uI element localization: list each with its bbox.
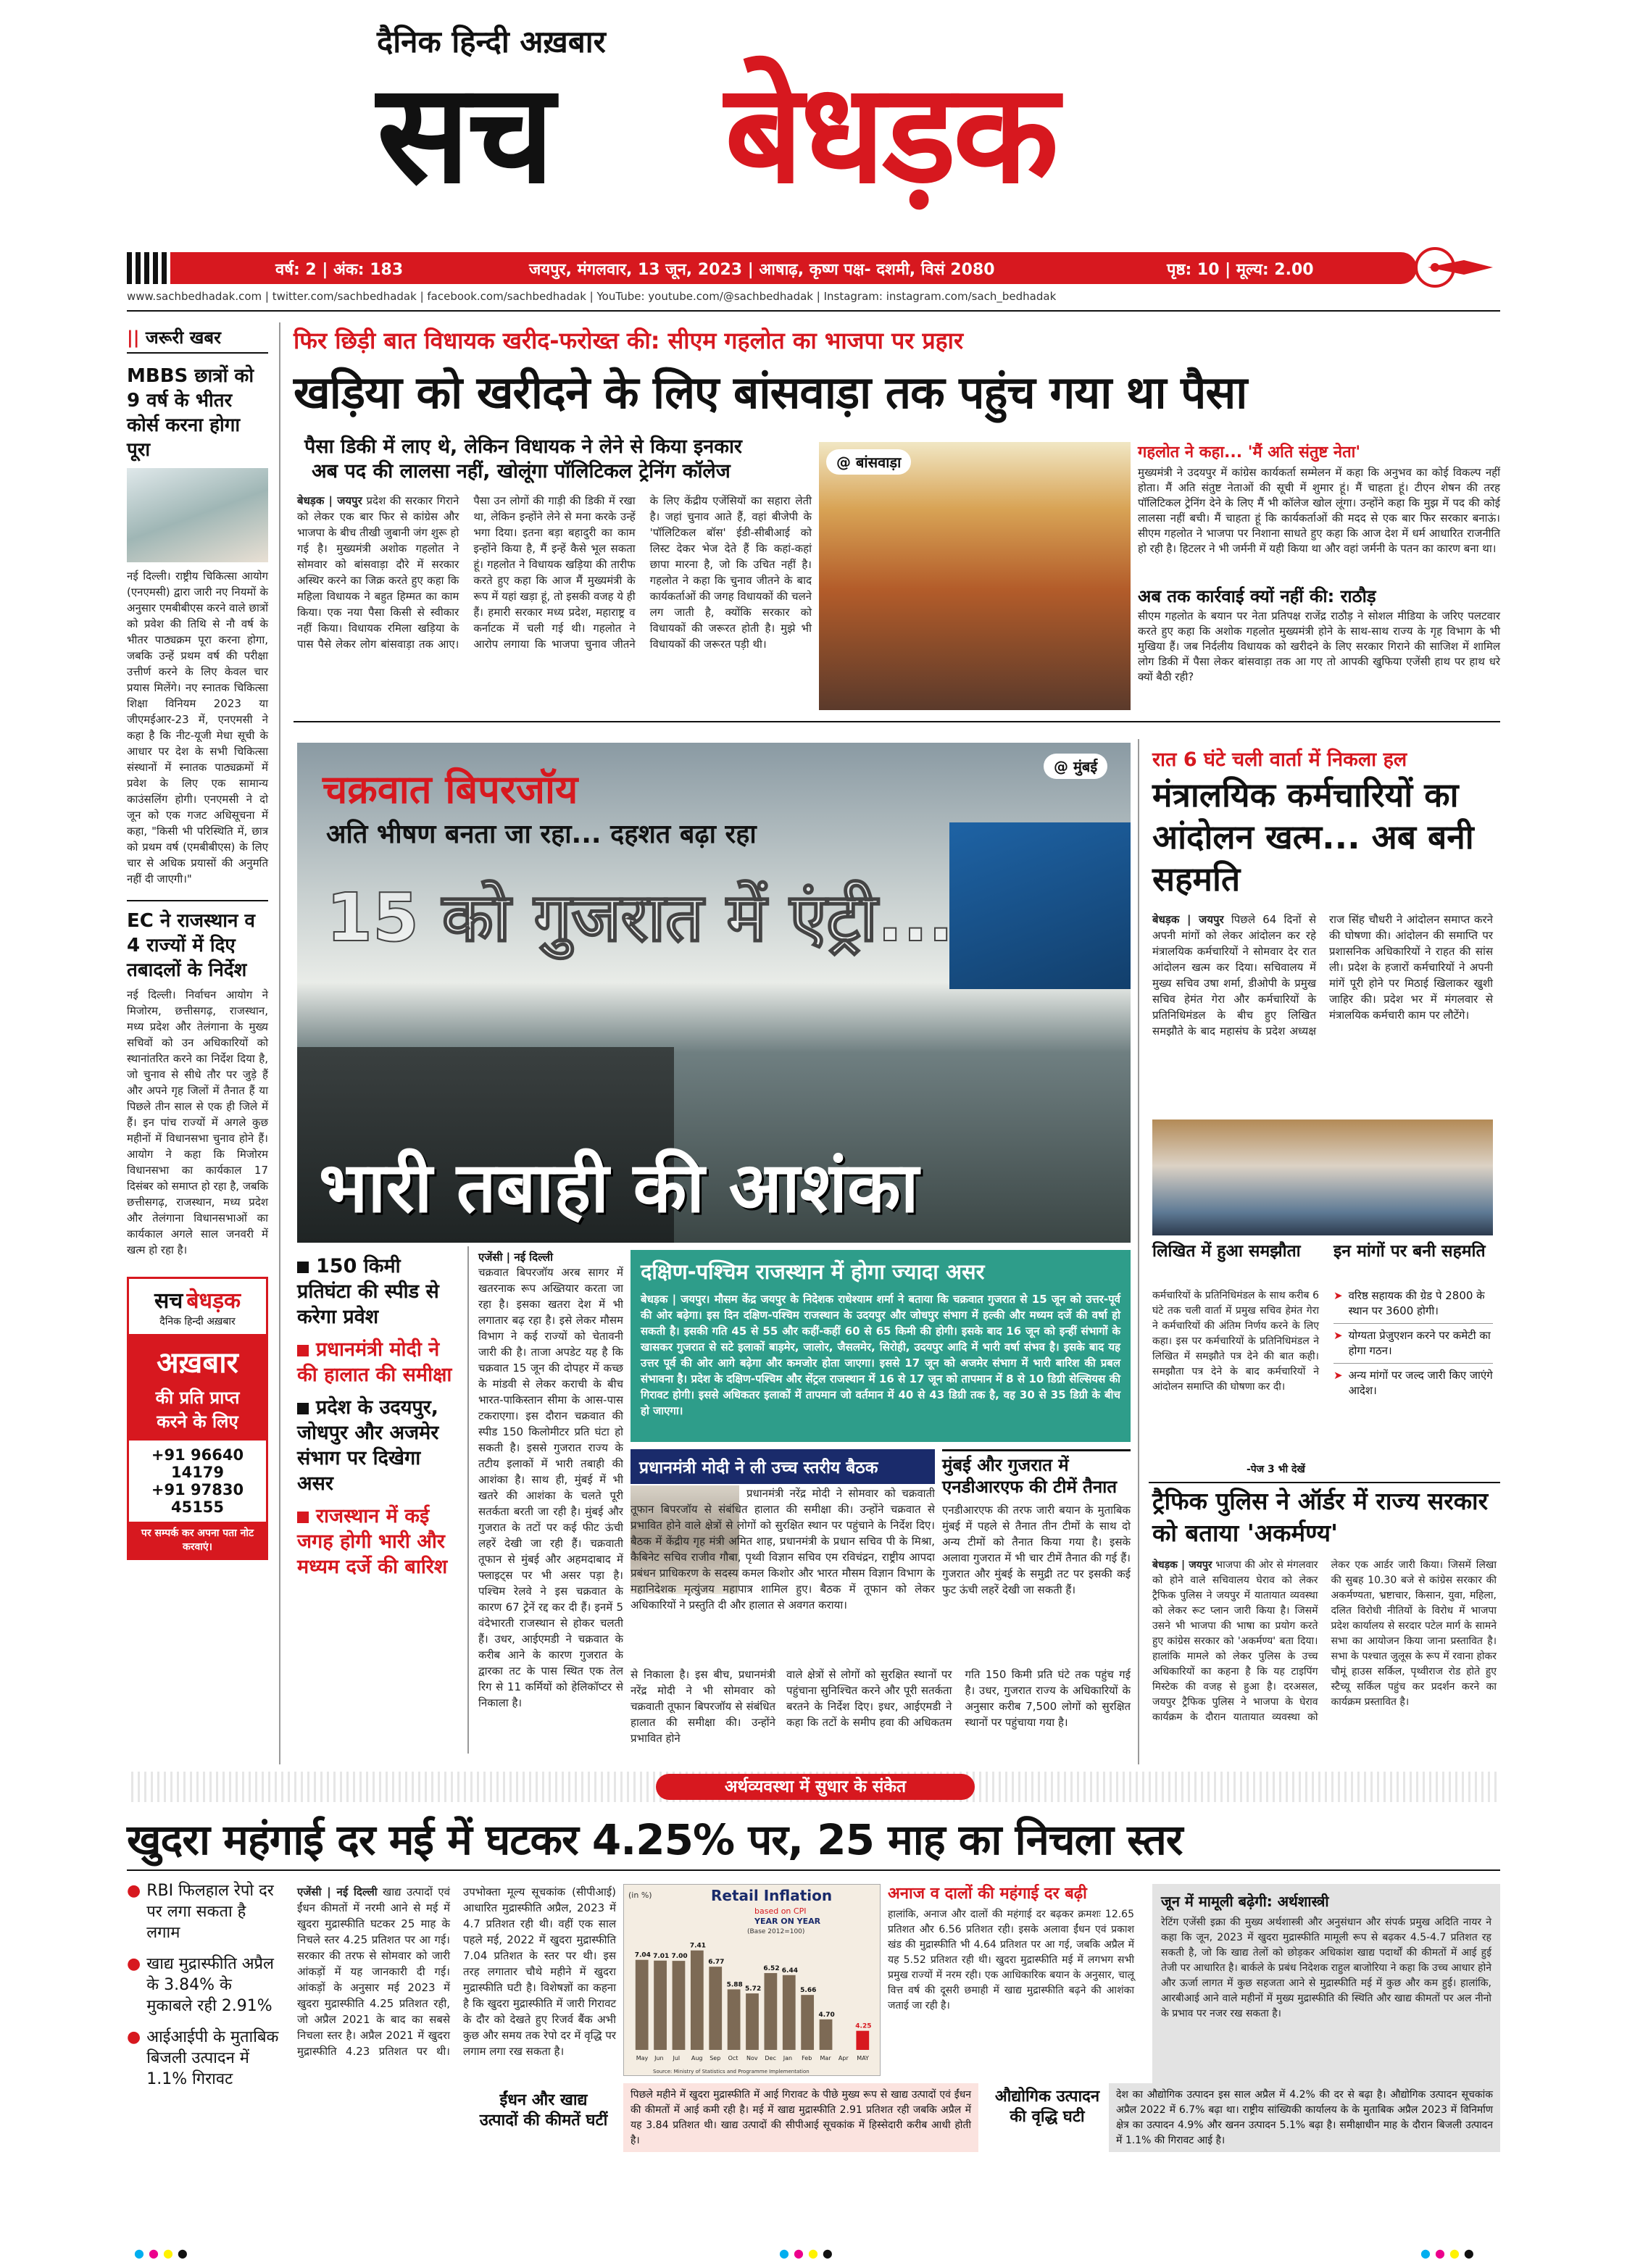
chart-bar — [765, 1973, 778, 2050]
traffic-rule — [1149, 1482, 1500, 1483]
green-box — [631, 1250, 1131, 1442]
ad-name-part1: सच — [154, 1288, 183, 1314]
chart-bar — [728, 1989, 741, 2050]
chart-bar — [746, 1993, 759, 2050]
lead-sub2: अब पद की लालसा नहीं, खोलूंगा पॉलिटिकल ट्रेनिंग कॉलेज — [312, 460, 731, 483]
chart-x-tick: MAY — [857, 2055, 869, 2061]
cyclone-subtitle: अति भीषण बनता जा रहा... दहशत बढ़ा रहा — [326, 820, 757, 849]
reg-dots-center: ●●●● — [779, 2246, 837, 2260]
chart-x-tick: Aug — [691, 2055, 703, 2061]
cyclone-bullet-4: राजस्थान में कई जगह होगी भारी और मध्यम दर्जे की बारिश — [297, 1505, 448, 1578]
chart-value-label: 6.77 — [708, 1959, 725, 1967]
demands-list — [1333, 1288, 1493, 1398]
chart-source: Source: Ministry of Statistics and Programme Implementation — [653, 2069, 810, 2075]
cyclone-bullet-3: प्रदेश के उदयपुर, जोधपुर और अजमेर संभाग पर दिखेगा असर — [297, 1396, 439, 1495]
pm-head — [631, 1449, 935, 1484]
chart-base-label: (Base 2012=100) — [747, 1928, 805, 1935]
social-links[interactable]: www.sachbedhadak.com | twitter.com/sachbedhadak | facebook.com/sachbedhadak | YouTube: youtube.com/@sachbedhadak | Instagram: instagram.com/sach_bedhadak — [127, 290, 1057, 303]
lead-side-head2: अब तक कार्रवाई क्यों नहीं की: राठौड़ — [1138, 586, 1376, 606]
sidebar-story2-body: नई दिल्ली। निर्वाचन आयोग ने मिजोरम, छत्तीसगढ़, राजस्थान, मध्य प्रदेश और तेलंगाना के मुख्य सचिवों को उन अधिकारियों को स्थानांतरित करने का निर्देश दिया है, जो चुनाव से सीधे तौर पर जुड़े हैं और अपने गृह जिलों में तैनात हैं या पिछले तीन साल से एक ही जिले में हैं। इन पांच राज्यों में अगले कुछ महीनों में विधानसभा चुनाव होने हैं। आयोग ने कहा कि मिजोरम विधानसभा का कार्यकाल 17 दिसंबर को समाप्त हो रहा है, जबकि छत्तीसगढ़, राजस्थान, मध्य प्रदेश और तेलंगाना विधानसभाओं का कार्यकाल अगले साल जनवरी में खत्म हो रहा है। — [127, 988, 268, 1256]
ad-line1: की प्रति प्राप्त — [155, 1388, 240, 1408]
lead-dateline: बेधड़क | जयपुर — [297, 494, 362, 507]
sidebar-story1-title: MBBS छात्रों को 9 वर्ष के भीतर कोर्स करना होगा पूरा — [127, 365, 254, 461]
chart-yoy-label: YEAR ON YEAR — [754, 1917, 821, 1926]
inflation-chart — [623, 1884, 881, 2076]
sidebar-story2-title: EC ने राजस्थान व 4 राज्यों में दिए तबादलों के निर्देश — [127, 900, 268, 983]
traffic-head: ट्रैफिक पुलिस ने ऑर्डर में राज्य सरकार को बताया 'अकर्मण्य' — [1152, 1487, 1489, 1547]
chart-bar — [783, 1975, 796, 2050]
fuel-body: पिछले महीने में खुदरा मुद्रास्फीति में आई गिरावट के पीछे मुख्य रूप से खाद्य उत्पादों एवं ईंधन की कीमतों में आई कमी रही है। मई में खाद्य मुद्रास्फीति 2.91 प्रतिशत रही जबकि अप्रैल में यह 3.84 प्रतिशत थी। खाद्य उत्पादों की सीपीआई सूचकांक में हिस्सेदारी करीब आधी होती है। — [631, 2089, 971, 2146]
bullet-square-icon — [297, 1262, 309, 1273]
lead-photo-tag: @ बांसवाड़ा — [826, 449, 911, 475]
traffic-columns — [1152, 1558, 1497, 1764]
iip-body: देश का औद्योगिक उत्पादन इस साल अप्रैल में 4.2% की दर से बढ़ा है। औद्योगिक उत्पादन सूचकांक अप्रैल 2022 में 6.7% बढ़ा था। राष्ट्रीय सांख्यिकी कार्यालय के के मुताबिक अप्रैल 2023 में विनिर्माण क्षेत्र का उत्पादन 4.9% और खनन उत्पादन 5.1% बढ़ा है। समीक्षाधीन माह के दौरान बिजली उत्पादन में 1.1% की गिरावट आई है। — [1116, 2089, 1493, 2146]
chart-x-tick: Feb — [802, 2055, 812, 2061]
fuel-head: ईंधन और खाद्य उत्पादों की कीमतें घटीं — [479, 2091, 608, 2130]
bullet-dot-icon: ● — [127, 1955, 141, 1973]
chart-bar — [856, 2031, 869, 2050]
economy-headline: खुदरा महंगाई दर मई में घटकर 4.25% पर, 25 माह का निचला स्तर — [127, 1815, 1183, 1864]
grain-head: अनाज व दालों की महंगाई दर बढ़ी — [888, 1885, 1087, 1903]
subscription-ad[interactable] — [127, 1277, 268, 1560]
sidebar-story1-photo — [127, 468, 268, 562]
cyclone-bullets-divider — [467, 1246, 469, 1754]
green-box-body: बेधड़क | जयपुर। मौसम केंद्र जयपुर के निदेशक राधेश्याम शर्मा ने बताया कि चक्रवात गुजरात से 15 जून को उत्तर-पूर्व की ओर बढ़ेगा। इस दिन दक्षिण-पश्चिम राजस्थान के उदयपुर और जोधपुर संभाग में हल्की और मध्यम दर्जे की वर्षा हो सकती है। इसकी गति 45 से 55 और कहीं-कहीं 60 से 65 किमी की होगी। इसके बाद 16 जून को इन्हीं संभागों के खासकर गुजरात से सटे इलाकों बाड़मेर, जालोर, जैसलमेर, सिरोही, उदयपुर आदि में भारी वर्षा संभव है। इसके बाद यह उत्तर पूर्व की ओर आगे बढ़ेगा और कमजोर होता जाएगा। इससे 17 जून को अजमेर संभाग में भारी बारिश की प्रबल संभावना है। प्रदेश के दक्षिण-पश्चिम और सेंट्रल राजस्थान में 16 से 17 जून को तापमान में 8 से 10 डिग्री सेल्सियस की गिरावट होगी। इससे अधिकतर इलाकों में तापमान जो वर्तमान में 40 से 43 डिग्री तक है, वह 30 से 35 डिग्री के बीच हो जाएगा। — [641, 1293, 1120, 1417]
right-dateline: बेधड़क | जयपुर — [1152, 913, 1224, 926]
lead-sub1: पैसा डिकी में लाए थे, लेकिन विधायक ने लेने से किया इनकार — [304, 435, 742, 458]
chart-x-tick: Dec — [765, 2055, 776, 2061]
masthead-tagline: दैनिक हिन्दी अख़बार — [377, 24, 606, 59]
ndrf-box — [942, 1449, 1131, 1598]
chart-value-label: 4.70 — [818, 2011, 835, 2019]
reg-dots-left: ●●●● — [134, 2246, 192, 2260]
cyclone-bullets — [297, 1254, 457, 1580]
economy-body: खाद्य उत्पादों एवं ईंधन कीमतों में नरमी आने से मई में खुदरा मुद्रास्फीति घटकर 25 माह के निचले स्तर 4.25 प्रतिशत पर आ गई। सरकार की तरफ से सोमवार को जारी आंकड़ों में यह जानकारी दी गई। आंकड़ों के अनुसार मई 2023 में खुदरा मुद्रास्फीति 4.25 प्रतिशत रही, जो अप्रैल 2021 के बाद का सबसे निचला स्तर है। अप्रैल 2021 में खुदरा मुद्रास्फीति 4.23 प्रतिशत पर थी। उपभोक्ता मूल्य सूचकांक (सीपीआई) आधारित मुद्रास्फीति अप्रैल, 2023 में 4.7 प्रतिशत रही थी। वहीं एक साल पहले मई, 2022 में खुदरा मुद्रास्फीति 7.04 प्रतिशत के स्तर पर थी। इस तरह लगातार चौथे महीने में खुदरा मुद्रास्फीति घटी है। विशेषज्ञों का कहना है कि खुदरा मुद्रास्फीति में जारी गिरावट के दौर को देखते हुए रिजर्व बैंक अभी कुछ और समय तक रेपो दर में वृद्धि पर लगाम लगा रख सकता है। — [297, 1885, 616, 2058]
traffic-body: भाजपा की ओर से मंगलवार को होने वाले सचिवालय घेराव को लेकर ट्रैफिक पुलिस ने जयपुर में यातायात व्यवस्था को लेकर रूट प्लान जारी किया है। जिसमें उसने भी भाजपा की भाषा का प्रयोग करते हुए कांग्रेस सरकार को 'अकर्मण्य' बता दिया। हालांकि मामले को लेकर पुलिस के उच्च अधिकारियों का कहना है कि यह टाइपिंग मिस्टेक की वजह से हुआ है। दरअसल, जयपुर ट्रैफिक पुलिस ने भाजपा के घेराव कार्यक्रम के दौरान यातायात व्यवस्था को लेकर एक आर्डर जारी किया। जिसमें लिखा की सुबह 10.30 बजे से कांग्रेस सरकार की अकर्मण्यता, भ्रष्टाचार, किसान, युवा, महिला, दलित विरोधी नीतियों के विरोध में भाजपा प्रदेश कार्यालय से सरदार पटेल मार्ग के सामने सभा का आयोजन किया जाना प्रस्तावित है। सभा के पश्चात जुलूस के रूप में रवाना होकर चौमूं हाउस सर्किल, पृथ्वीराज रोड होते हुए स्टैच्यू सर्किल पहुंच कर प्रदर्शन करने का कार्यक्रम प्रस्तावित है। — [1152, 1559, 1497, 1723]
top-rule — [127, 310, 1500, 312]
right-h-right: इन मांगों पर बनी सहमति — [1333, 1242, 1486, 1261]
lead-side-body: मुख्यमंत्री ने उदयपुर में कांग्रेस कार्यकर्ता सम्मेलन में कहा कि अनुभव का कोई विकल्प नहीं होता। मैं अति संतुष्ट नेताओं की सूची में शुमार हूं। मैं चाहता हूं। टीएन शेषन की तरह पॉलिटिकल ट्रेनिंग देने के लिए मैं भी कॉलेज खोल लूंगा। उन्होंने कहा कि मुझ में पद की कोई लालसा नहीं बची। मैं चाहता हूं कि कार्यकर्ताओं की मदद से एक बार फिर सरकार बनाऊं। सीएम गहलोत ने भाजपा पर निशाना साधते हुए कहा कि आज देश में धर्म आधारित राजनीति हो रही है। हिटलर ने भी जर्मनी में यही किया था और वहां जर्मनी के पतन का कारण बना था। — [1138, 466, 1500, 555]
chart-value-label: 7.41 — [689, 1942, 707, 1950]
right-kicker: रात 6 घंटे चली वार्ता में निकला हल — [1152, 749, 1407, 771]
chart-bar — [636, 1960, 649, 2050]
pen-nib-icon — [1413, 242, 1500, 293]
sidebar-header-label: जरूरी खबर — [145, 328, 221, 348]
cyclone-body: चक्रवात बिपरजॉय अरब सागर में खतरनाक रूप अख्तियार करता जा रहा है। इसका खतरा देश में भी लगातार बढ़ रहा है। इसे लेकर मौसम विभाग ने कई राज्यों को चेतावनी जारी की है। ताजा अपडेट यह है कि चक्रवात 15 जून की दोपहर में कच्छ के मांडवी से लेकर कराची के बीच भारत-पाकिस्तान सीमा के आस-पास टकराएगा। इस दौरान चक्रवात की स्पीड 150 किलोमीटर प्रति घंटा हो सकती है। इससे गुजरात राज्य के तटीय इलाकों में भारी तबाही की आशंका है। साथ ही, मुंबई में भी खतरे की आशंका के चलते पूरी सतर्कता बरती जा रही है। मुंबई और गुजरात के तटों पर कई फीट ऊंची लहरें देखी जा रही हैं। चक्रवाती तूफान से मुंबई और अहमदाबाद में फ्लाइट्स पर भी असर पड़ा है। पश्चिम रेलवे ने इस चक्रवात के कारण 67 ट्रेनें रद्द कर दी हैं। इनमें 5 वंदेभारती राजस्थान से होकर चलती हैं। उधर, आईएमडी ने चक्रवात के करीब आने के कारण गुजरात के द्वारका तट के पास स्थित एक तेल रिग से 11 कर्मियों को हेलिकॉप्टर से निकाला है। — [478, 1266, 623, 1709]
demand-item-1: ➤ वरिष्ठ सहायक की ग्रेड पे 2800 के स्थान पर 3600 होगी। — [1333, 1288, 1493, 1324]
demand-item-3: ➤ अन्य मांगों पर जल्द जारी किए जाएंगे आदेश। — [1333, 1369, 1493, 1397]
sidebar-story1-body: नई दिल्ली। राष्ट्रीय चिकित्सा आयोग (एनएमसी) द्वारा जारी नए नियमों के अनुसार एमबीबीएस करने वाले छात्रों को प्रवेश की तिथि से नौ वर्ष के भीतर पाठ्यक्रम पूरा करना होगा, जबकि उन्हें प्रथम वर्ष की परीक्षा उत्तीर्ण करने के लिए केवल चार प्रयास मिलेंगे। नए स्नातक चिकित्सा शिक्षा विनियम 2023 या जीएमईआर-23 में, एनएमसी ने कहा है कि नीट-यूजी मेधा सूची के आधार पर देश के सभी चिकित्सा संस्थानों में स्नातक पाठ्यक्रमों में प्रवेश के लिए एक सामान्य काउंसलिंग होगी। एनएमसी ने दो जून को एक गजट अधिसूचना में कहा, "किसी भी परिस्थिति में, छात्र को प्रथम वर्ष (एमबीबीएस) के लिए चार से अधिक प्रयासों की अनुमति नहीं दी जाएगी।" — [127, 570, 268, 885]
lead-body-columns — [297, 493, 812, 710]
economy-dateline: एजेंसी | नई दिल्ली — [297, 1885, 378, 1898]
ad-red-panel — [129, 1334, 266, 1441]
sidebar-header: || जरूरी खबर — [127, 322, 268, 354]
chart-x-tick: Mar — [820, 2055, 831, 2061]
economy-rule — [127, 1869, 1500, 1871]
lead-photo — [819, 442, 1131, 710]
chart-unit: (in %) — [628, 1890, 652, 1900]
arrow-icon: ➤ — [1333, 1329, 1343, 1342]
right-photo — [1152, 1120, 1493, 1235]
ndrf-body: एनडीआरएफ की तरफ जारी बयान के मुताबिक मुंबई में पहले से तैनात तीन टीमों के साथ दो अन्य टीमों को तैनात किया गया है। इसके अलावा गुजरात में भी चार टीमें तैनात की गई हैं। गुजरात और मुंबई के समुद्री तट पर इसकी कई फुट ऊंची लहरें देखी जा सकती हैं। — [942, 1504, 1131, 1596]
lead-bottom-rule — [294, 721, 1500, 722]
economy-bullet-1: ● RBI फिलहाल रेपो दर पर लगा सकता है लगाम — [127, 1882, 274, 1942]
chart-svg — [624, 1885, 881, 2077]
traffic-dateline: बेधड़क | जयपुर — [1152, 1559, 1212, 1571]
grey-head: जून में मामूली बढ़ेगी: अर्थशास्त्री — [1161, 1893, 1329, 1910]
demand-item-2: ➤ योग्यता प्रेजुएशन करने पर कमेटी का होगा गठन। — [1333, 1324, 1493, 1364]
pm-col-left: से निकाला है। इस बीच, प्रधानमंत्री नरेंद्र मोदी ने भी सोमवार को चक्रवाती तूफान बिपरजॉय से संबंधित हालात की समीक्षा की। उन्होंने प्रभावित होने — [631, 1668, 775, 1745]
chart-value-label: 6.52 — [763, 1964, 780, 1972]
chart-x-tick: Sep — [710, 2055, 721, 2061]
ndrf-head: मुंबई और गुजरात में एनडीआरएफ की टीमें तैनात — [942, 1449, 1131, 1498]
chart-value-label: 5.72 — [745, 1985, 762, 1993]
ad-footer: पर सम्पर्क कर अपना पता नोट करवाएं। — [129, 1522, 266, 1558]
iip-box — [1109, 2083, 1500, 2152]
sidebar — [127, 322, 268, 2148]
arrow-icon: ➤ — [1333, 1369, 1343, 1382]
cyclone-tag: @ मुंबई — [1044, 754, 1107, 779]
right-body: पिछले 64 दिनों से अपनी मांगों को लेकर आंदोलन कर रहे मंत्रालयिक कर्मचारियों ने सोमवार देर रात आंदोलन खत्म कर दिया। सचिवालय में मुख्य सचिव उषा शर्मा, डीओपी के प्रमुख सचिव हेमंत गेरा और कर्मचारियों के प्रतिनिधिमंडल के बीच हुए लिखित समझौते के बाद महासंघ के प्रदेश अध्यक्ष राज सिंह चौधरी ने आंदोलन समाप्त करने की घोषणा की। आंदोलन की समाप्ति पर प्रशासनिक अधिकारियों ने राहत की सांस ली। प्रदेश के हजारों कर्मचारियों ने अपनी मांगें पूरी होने पर मिठाई खिलाकर खुशी जाहिर की। प्रदेश भर में मंगलवार से मंत्रालयिक कर्मचारी काम पर लौटेंगे। — [1152, 913, 1493, 1038]
lead-side-body2: सीएम गहलोत के बयान पर नेता प्रतिपक्ष राजेंद्र राठौड़ ने सोशल मीडिया के जरिए पलटवार करते हुए कहा कि अशोक गहलोत मुख्यमंत्री होने के साथ-साथ राज्य के गृह विभाग के भी मुखिया हैं। जब निर्दलीय विधायक को खरीदने के लिए सरकार गिराने की साजिश में शामिल लोग डिकी में पैसा लेकर बांसवाड़ा तक आ गए तो आपकी खुफिया एजेंसी हाथ पर हाथ धरे क्यों बैठी रही? — [1138, 609, 1500, 683]
masthead — [0, 0, 1627, 303]
sidebar-divider — [279, 322, 280, 1764]
grey-body: रेटिंग एजेंसी इक्रा की मुख्य अर्थशास्त्री और अनुसंधान और संपर्क प्रमुख अदिति नायर ने कहा कि जून, 2023 में खुदरा मुद्रास्फीति मामूली रूप से बढ़कर 4.5-4.7 प्रतिशत रह सकती है, जो कि खाद्य तेलों को छोड़कर अधिकांश खाद्य पदार्थों की कीमतों में आई हुई तेजी पर आधारित है। बार्कले के प्रबंध निदेशक राहुल बाजोरिया ने कहा कि उच्च आधार होने और ऊर्जा लागत में कुछ सहजता आने से मुद्रास्फीति मई में कुछ और कम हुई। हालांकि, आरबीआई आने वाले महीनों में मुख्य मुद्रास्फीति की स्थिति और खाद्य कीमतों पर अल नीनो के प्रभाव पर नजर रख सकता है। — [1161, 1917, 1491, 2019]
chart-value-label: 5.66 — [800, 1987, 817, 1995]
economy-bullet-3: ● आईआईपी के मुताबिक बिजली उत्पादन में 1.1% गिरावट — [127, 2028, 279, 2088]
chart-x-tick: May — [636, 2055, 649, 2061]
ad-phone2[interactable]: +91 97830 45155 — [151, 1481, 244, 1516]
masthead-info-left: वर्ष: 2 | अंक: 183 — [275, 261, 404, 279]
cyclone-bullet-2: प्रधानमंत्री मोदी ने की हालात की समीक्षा — [297, 1338, 452, 1386]
chart-title: Retail Inflation — [711, 1887, 833, 1904]
masthead-info-right: पृष्ठ: 10 | मूल्य: 2.00 — [1167, 261, 1314, 279]
chart-x-tick: Jul — [673, 2055, 681, 2061]
economy-bullets — [127, 1880, 279, 2090]
chart-value-label: 7.01 — [653, 1952, 670, 1960]
economy-bullet-2: ● खाद्य मुद्रास्फीति अप्रैल के 3.84% के मुकाबले रही 2.91% — [127, 1955, 274, 2015]
chart-bar — [801, 1995, 814, 2050]
cyclone-blue-tarp — [949, 822, 1131, 989]
reg-dots-right: ●●●● — [1420, 2246, 1478, 2260]
pm-body2: वाले क्षेत्रों से लोगों को सुरक्षित स्थानों पर पहुंचाना सुनिश्चित करने और पूरी सतर्कता बरतने के निर्देश दिए। इधर, आईएमडी ने कहा कि तटों के समीप हवा की अधिकतम गति 150 किमी प्रति घंटे तक पहुंच गई है। उधर, गुजरात राज्य के अधिकारियों के अनुसार करीब 7,500 लोगों को सुरक्षित स्थानों पर पहुंचाया गया है। — [786, 1668, 1131, 1729]
cyclone-body-col — [478, 1250, 623, 1757]
bullet-square-icon — [297, 1512, 309, 1523]
chart-x-tick: Nov — [746, 2055, 758, 2061]
chart-value-label: 6.44 — [781, 1967, 798, 1975]
right-h-left: लिखित में हुआ समझौता — [1152, 1242, 1301, 1261]
masthead-name-part2: बेधड़क — [725, 54, 1056, 214]
right-left-body: कर्मचारियों के प्रतिनिधिमंडल के साथ करीब 6 घंटे तक चली वार्ता में प्रमुख सचिव हेमंत गेरा ने कर्मचारियों की अंतिम निर्णय करने के लिए कहा। इस पर कर्मचारियों के प्रतिनिधिमंडल ने लिखित में समझौते पत्र देने की बात कही। समझौता पत्र देने के बाद कर्मचारियों ने आंदोलन समाप्ति की घोषणा कर दी। — [1152, 1290, 1319, 1393]
chart-bar — [691, 1951, 704, 2050]
grain-box — [888, 1884, 1134, 2014]
chart-value-label: 5.88 — [726, 1981, 743, 1989]
strip-marks — [127, 252, 170, 284]
chart-value-label: 4.25 — [855, 2022, 872, 2030]
ad-tagline: दैनिक हिन्दी अख़बार — [159, 1316, 236, 1327]
cyclone-dateline: एजेंसी | नई दिल्ली — [478, 1251, 553, 1264]
right-body-columns — [1152, 912, 1493, 1111]
chart-bar — [709, 1967, 722, 2050]
green-box-head: दक्षिण-पश्चिम राजस्थान में होगा ज्यादा असर — [641, 1259, 985, 1284]
bullet-dot-icon: ● — [127, 2028, 141, 2046]
ad-phone1[interactable]: +91 96640 14179 — [151, 1446, 244, 1481]
right-left-more[interactable]: -पेज 3 भी देखें — [1247, 1464, 1305, 1475]
chart-value-label: 7.00 — [671, 1953, 688, 1961]
arrow-icon: ➤ — [1333, 1289, 1343, 1302]
economy-banner-text: अर्थव्यवस्था में सुधार के संकेत — [724, 1777, 907, 1796]
cyclone-overlay: 15 को गुजरात में एंट्री... — [326, 879, 954, 956]
economy-banner — [656, 1774, 975, 1800]
pm-head-text: प्रधानमंत्री मोदी ने ली उच्च स्तरीय बैठक — [639, 1459, 878, 1477]
chart-x-tick: Apr — [838, 2055, 849, 2061]
chart-value-label: 7.04 — [634, 1951, 651, 1959]
lead-headline: खड़िया को खरीदने के लिए बांसवाड़ा तक पहुंच गया था पैसा — [294, 366, 1247, 419]
lead-body: प्रदेश की सरकार गिराने को लेकर एक बार फिर से कांग्रेस और भाजपा के बीच तीखी जुबानी जंग शुरू हो गई है। मुख्यमंत्री अशोक गहलोत ने सोमवार को बांसवाड़ा दौरे में सरकार अस्थिर करने का जिक्र करते हुए कहा कि महिला विधायक ने बहुत हिम्मत का काम किया। एक नया पैसा किसी से स्वीकार नहीं किया। विधायक रमिला खड़िया के पास पैसे लेकर लोग बांसवाड़ा तक आए। पैसा उन लोगों की गाड़ी की डिकी में रखा था, लेकिन इन्होंने लेने से मना करके उन्हें भगा दिया। इतना बड़ा बहादुरी का काम इन्होंने किया है, मैं इन्हें कैसे भूल सकता हूं। गहलोत ने विधायक खड़िया की तारीफ करते हुए कहा कि आज मैं मुख्यमंत्री के रूप में यहां खड़ा हूं, तो इसकी वजह ये ही हैं। हमारी सरकार मध्य प्रदेश, महाराष्ट्र व कर्नाटक में चली गई थी। गहलोत ने आरोप लगाया कि भाजपा चुनाव जीतने के लिए केंद्रीय एजेंसियों का सहारा लेती है। जहां चुनाव आते हैं, वहां बीजेपी के 'पॉलिटिकल बॉस' ईडी-सीबीआई को लिस्ट देकर भेज देते हैं कि कहां-कहां छापा मारना है, जो कि उचित नहीं है। गहलोत ने कहा कि चुनाव जीतने के बाद कार्यकर्ताओं की जगह विधायकों की चलने लग जाती है, क्योंकि सरकार को विधायकों की जरूरत होती है। मुझे भी विधायकों की जरूरत पड़ी थी। — [297, 494, 812, 651]
fuel-box — [623, 2083, 978, 2152]
right-headline: मंत्रालयिक कर्मचारियों का आंदोलन खत्म... अब बनी सहमति — [1152, 775, 1474, 899]
color-registration-marks — [0, 2246, 1627, 2261]
iip-head: औद्योगिक उत्पादन की वृद्धि घटी — [994, 2088, 1100, 2126]
chart-bar — [820, 2019, 833, 2050]
chart-x-tick: Oct — [728, 2055, 738, 2061]
bullet-square-icon — [297, 1403, 309, 1414]
chart-subtitle: based on CPI — [754, 1906, 807, 1916]
lead-side-kicker: गहलोत ने कहा... 'मैं अति संतुष्ट नेता' — [1138, 443, 1361, 462]
bullet-square-icon — [297, 1345, 309, 1356]
grain-body: हालांकि, अनाज और दालों की महंगाई दर बढ़कर क्रमशः 12.65 प्रतिशत और 6.56 प्रतिशत रही। इसके अलावा ईंधन एवं प्रकाश खंड की मुद्रास्फीति भी 4.64 प्रतिशत पर आ गई, जबकि अप्रैल में यह 5.52 प्रतिशत रही थी। खुदरा मुद्रास्फीति मई में लगभग सभी प्रमुख राज्यों में नरम रही। एक आधिकारिक बयान के अनुसार, चालू वित्त वर्ष की दूसरी छमाही में खाद्य मुद्रास्फीति बढ़ने की आशंका जताई जा रही है। — [888, 1909, 1134, 2011]
bullet-dot-icon: ● — [127, 1882, 141, 1900]
chart-bars — [636, 1951, 872, 2050]
cyclone-title: चक्रवात बिपरजॉय — [323, 767, 578, 812]
lead-kicker: फिर छिड़ी बात विधायक खरीद-फरोख्त की: सीएम गहलोत का भाजपा पर प्रहार — [294, 327, 964, 354]
chart-x-tick: Jun — [654, 2055, 664, 2061]
right-divider — [1138, 739, 1139, 1764]
ad-name-part2: बेधड़क — [186, 1288, 241, 1314]
chart-x-tick: Jan — [783, 2055, 793, 2061]
chart-bar — [673, 1961, 686, 2050]
ad-line2: करने के लिए — [157, 1412, 238, 1432]
pm-body: प्रधानमंत्री नरेंद्र मोदी ने सोमवार को चक्रवाती तूफान बिपरजॉय से संबंधित हालात की समीक्षा की। उन्होंने चक्रवात से प्रभावित होने वाले क्षेत्रों से लोगों को सुरक्षित स्थान पर पहुंचाने के निर्देश दिए। बैठक में केंद्रीय गृह मंत्री अमित शाह, प्रधानमंत्री के प्रधान सचिव पी के मिश्रा, कैबिनेट सचिव राजीव गौबा, पृथ्वी विज्ञान सचिव एम रविचंद्रन, राष्ट्रीय आपदा प्रबंधन प्राधिकरण के सदस्य कमल किशोर और भारत मौसम विज्ञान विभाग के महानिदेशक मृत्युंजय महापात्र शामिल हुए। बैठक में तूफान को लेकर अधिकारियों ने प्रस्तुति दी और हालात से अवगत कराया। — [631, 1487, 935, 1612]
chart-bar — [654, 1961, 667, 2050]
masthead-info-center: जयपुर, मंगलवार, 13 जून, 2023 | आषाढ़, कृष्ण पक्ष- दशमी, विसं 2080 — [529, 261, 995, 279]
cyclone-bullet-1: 150 किमी प्रतिघंटा की स्पीड से करेगा प्रवेश — [297, 1255, 439, 1328]
cyclone-big: भारी तबाही की आशंका — [319, 1147, 919, 1228]
ad-big-text: अख़बार — [157, 1346, 238, 1380]
chart-x-ticks — [636, 2055, 869, 2061]
masthead-name-part1: सच — [377, 54, 552, 214]
